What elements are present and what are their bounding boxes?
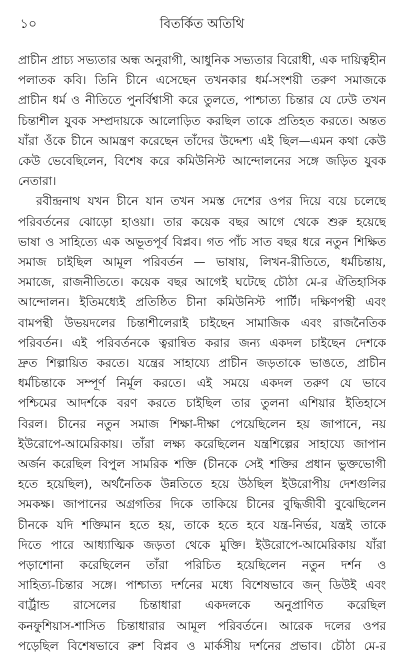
- text-line: ইউরোপে-আমেরিকায়। তাঁরা লক্ষ্য করেছিলেন যন্ত্রশিল্পের সাহায্যে জাপান: [18, 436, 386, 451]
- text-line: আন্দোলন। ইতিমধ্যেই প্রতিষ্ঠিত চীনা কমিউনিস্ট পার্টি। দক্ষিণপন্থী এবং: [18, 295, 386, 310]
- text-line: ধর্মচিন্তাকে সম্পূর্ণ নির্মূল করতে। এই সময়ে একদল তরুণ যে ভাবে: [18, 376, 386, 391]
- body-text: [18, 50, 386, 656]
- page-number: ১০: [20, 17, 37, 32]
- text-line: যাঁরা ওঁকে চীনে আমন্ত্রণ করেছেন তাঁদের উদ্দেশ্য এই ছিল—এমন কথা কেউ: [18, 133, 386, 148]
- text-line: সাহিত্য-চিন্তার সঙ্গে। পাশ্চাত্য দর্শনের মধ্যে বিশেষভাবে জন্ ডিউই এবং: [18, 578, 386, 593]
- running-title: বিতর্কিত অতিথি: [159, 17, 245, 32]
- text-line: প্রাচীন ধর্ম ও নীতিতে পুনর্বিশ্বাসী করে তুলতে, পাশ্চাত্য চিন্তার যে ঢেউ তখন: [18, 93, 386, 108]
- book-page: [18, 14, 386, 654]
- text-line: দিতে পারে আধ্যাত্মিক জড়তা থেকে মুক্তি। ইউরোপে-আমেরিকায় যাঁরা: [18, 537, 386, 552]
- text-line: পরিবর্তনের ঝোড়ো হাওয়া। তার কয়েক বছর আগে থেকে শুরু হয়েছে: [18, 214, 386, 229]
- text-line: ভাষা ও সাহিত্যে এক অভূতপূর্ব বিপ্লব। গত পাঁচ সাত বছর ধরে নতুন শিক্ষিত: [18, 234, 386, 249]
- text-line: সমকক্ষ। জাপানের অগ্রগতির দিকে তাকিয়ে চীনের বুদ্ধিজীবী বুঝেছিলেন: [18, 497, 386, 512]
- running-header: [18, 14, 386, 36]
- text-line: পলাতক কবি। তিনি চীনে এসেছেন তখনকার ধর্ম-সংশয়ী তরুণ সমাজকে: [18, 73, 386, 88]
- paragraph: [18, 191, 386, 656]
- text-line: সমাজে, রাজনীতিতে। কয়েক বছর আগেই ঘটেছে চৌঠা মে-র ঐতিহাসিক: [18, 275, 386, 290]
- text-line: সমাজ চাইছিল আমূল পরিবর্তন — ভাষায়, লিখন-রীতিতে, ধর্মচিন্তায়,: [18, 255, 386, 270]
- text-line: পশ্চিমের আদর্শকে বরণ করতে চাইছিল তার তুলনা এশিয়ার ইতিহাসে: [18, 396, 386, 411]
- text-line: দ্রুত শিল্পায়িত করতে। যন্ত্রের সাহায্যে প্রাচীন জড়তাকে ভাঙতে, প্রাচীন: [18, 356, 386, 371]
- text-line: রবীন্দ্রনাথ যখন চীনে যান তখন সমস্ত দেশের ওপর দিয়ে বয়ে চলেছে: [36, 194, 386, 209]
- text-line: চীনকে যদি শক্তিমান হতে হয়, তাকে হতে হবে যন্ত্র-নির্ভর, যন্ত্রই তাকে: [18, 517, 386, 532]
- text-line: নেতারা।: [18, 174, 57, 189]
- text-line: প্রাচীন প্রাচ্য সভ্যতার অন্ধ অনুরাগী, আধুনিক সভ্যতার বিরোধী, এক দায়িত্বহীন: [18, 53, 386, 67]
- text-line: কনফুশিয়াস-শাসিত চিন্তাধারার আমূল পরিবর্তনে। আরেক দলের ওপর: [18, 618, 386, 633]
- text-line: বিরল। চীনের নতুন সমাজ শিক্ষা-দীক্ষা পেয়েছিলেন হয় জাপানে, নয়: [18, 416, 386, 431]
- paragraph: [18, 50, 386, 191]
- text-line: পরিবর্তন। এই পরিবর্তনকে ত্বরান্বিত করার জন্য একদল চাইছেন দেশকে: [18, 335, 386, 350]
- text-line: হতে হয়েছিল), অর্থনৈতিক উন্নতিতে হয়ে উঠছিল ইউরোপীয় দেশগুলির: [18, 477, 386, 492]
- text-line: অর্জন করেছিল বিপুল সামরিক শক্তি (চীনকে সেই শক্তির প্রধান ভুক্তভোগী: [18, 457, 386, 472]
- text-line: বামপন্থী উভয়দলের চিন্তাশীলেরাই চাইছেন সামাজিক এবং রাজনৈতিক: [18, 315, 386, 330]
- text-line: পড়াশোনা করেছিলেন তাঁরা পরিচিত হয়েছিলেন নতুন দর্শন ও: [18, 558, 386, 573]
- text-line: কেউ ভেবেছিলেন, বিশেষ করে কমিউনিস্ট আন্দোলনের সঙ্গে জড়িত যুবক: [18, 154, 386, 169]
- text-line: চিন্তাশীল যুবক সম্প্রদায়কে আলোড়িত করছিল তাকে প্রতিহত করতে। অন্তত: [18, 113, 386, 128]
- text-line: বার্ট্রান্ড রাসেলের চিন্তাধারা একদলকে অনুপ্রাণিত করেছিল: [18, 598, 386, 613]
- paragraph-container: [18, 50, 386, 656]
- text-line: পড়েছিল বিশেষভাবে রুশ বিপ্লব ও মার্কসীয় দর্শনের প্রভাব। চৌঠা মে-র: [18, 638, 386, 653]
